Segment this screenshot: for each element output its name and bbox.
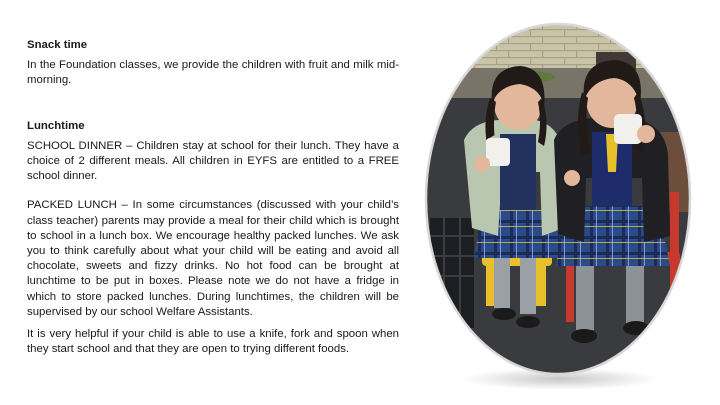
snack-heading: Snack time bbox=[27, 39, 88, 51]
cutlery-paragraph: It is very helpful if your child is able to use a knife, fork and spoon when they start school and that they are open to trying different foods. bbox=[27, 328, 399, 356]
packed-lunch-paragraph: PACKED LUNCH – In some circumstances (discussed with your child’s class teacher) parents may provide a meal for their child which is brought to school in a lunch box. We encourage healthy packed lunches. We ask you to think carefully about what your child will be eating and avoid all chocolate, sweets and fizzy drinks. No hot food can be brought at lunchtime to be put in boxes. Please note we do not have a fridge in which to store packed lunches. During lunchtimes, the children will be supervised by our school Welfare Assistants. bbox=[27, 199, 399, 318]
paving bbox=[424, 68, 692, 98]
children-drinking-milk-photo bbox=[424, 22, 692, 376]
oval-photo-frame bbox=[424, 22, 692, 376]
snack-paragraph: In the Foundation classes, we provide the children with fruit and milk mid-morning. bbox=[27, 59, 399, 87]
school-dinner-paragraph: SCHOOL DINNER – Children stay at school for their lunch. They have a choice of 2 different meals. All children in EYFS are entitled to a FREE school dinner. bbox=[27, 139, 399, 183]
text-column bbox=[27, 38, 399, 357]
crate bbox=[430, 218, 474, 328]
lunch-heading: Lunchtime bbox=[27, 119, 85, 132]
milk-cup-right bbox=[614, 114, 642, 144]
